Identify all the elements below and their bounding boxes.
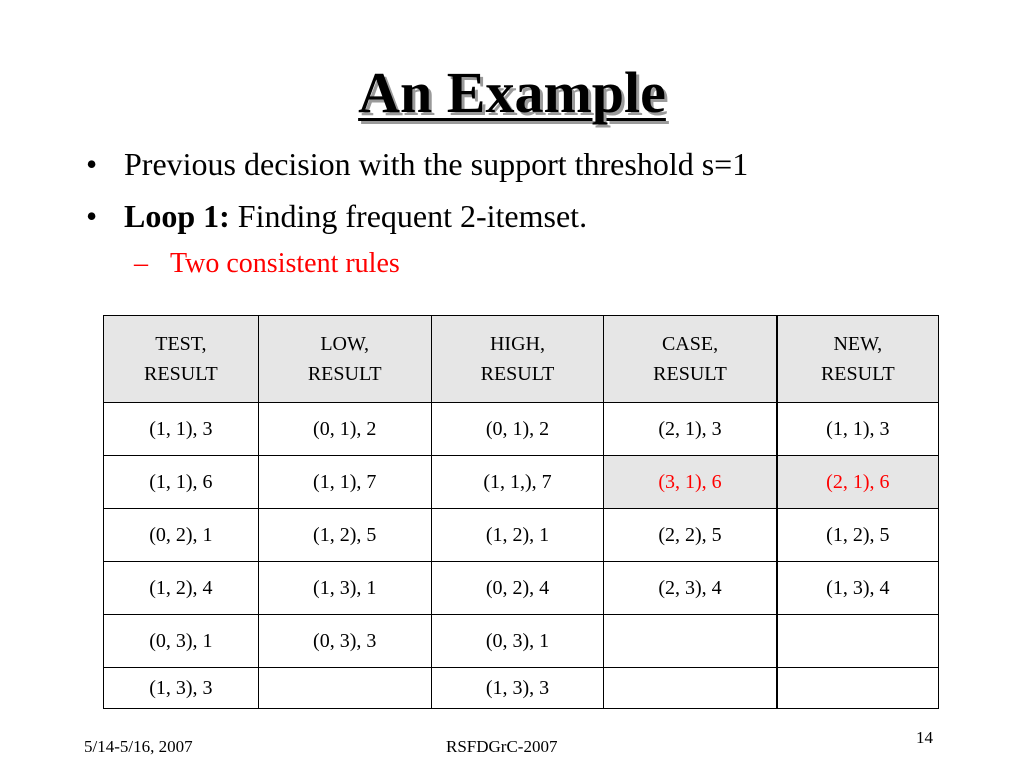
table-cell [604,615,777,668]
sub-bullet-text: Two consistent rules [170,248,400,279]
table-cell: (1, 3), 4 [777,562,939,615]
table-cell: (1, 2), 1 [431,509,604,562]
column-header-new: NEW, RESULT [777,316,939,403]
table-row [104,615,939,668]
bullet-item-loop-1 [86,190,966,242]
bullet-marker: • [86,146,98,182]
table-cell: (0, 1), 2 [431,403,604,456]
slide-title: An Example [358,60,666,125]
table-cell: (1, 1), 3 [104,403,259,456]
slide-page-number: 14 [916,728,933,747]
table-cell: (2, 3), 4 [604,562,777,615]
column-header-high: HIGH, RESULT [431,316,604,403]
table-row [104,668,939,709]
table-cell: (0, 1), 2 [258,403,431,456]
table-cell: (0, 3), 3 [258,615,431,668]
table-cell: (1, 3), 1 [258,562,431,615]
bullet-bold-label: Loop 1: [124,198,230,234]
table-cell: (1, 2), 5 [258,509,431,562]
table-row [104,403,939,456]
table-cell: (1, 3), 3 [104,668,259,709]
column-header-case: CASE, RESULT [604,316,777,403]
bullet-text: Finding frequent 2-itemset. [237,198,588,234]
table-cell: (0, 2), 1 [104,509,259,562]
table-cell: (0, 3), 1 [431,615,604,668]
footer-date: 5/14-5/16, 2007 [84,737,193,756]
bullet-content [124,190,587,242]
sub-bullet-item [86,242,966,286]
table-row [104,562,939,615]
table-cell: (1, 3), 3 [431,668,604,709]
table-cell: (1, 2), 5 [777,509,939,562]
table-row-highlighted [104,456,939,509]
table-cell [604,668,777,709]
consistent-rule-cell-case: (3, 1), 6 [604,456,777,509]
table-cell: (1, 1), 7 [258,456,431,509]
table-row [104,509,939,562]
table-cell: (1, 1), 6 [104,456,259,509]
footer-conference: RSFDGrC-2007 [446,737,558,756]
table-cell [258,668,431,709]
sub-bullet-marker: – [134,248,148,279]
table-cell: (1, 1,), 7 [431,456,604,509]
table-cell: (2, 2), 5 [604,509,777,562]
bullet-list [86,138,966,286]
column-header-test: TEST, RESULT [104,316,259,403]
table-cell: (0, 2), 4 [431,562,604,615]
table-cell: (1, 1), 3 [777,403,939,456]
table-cell: (1, 2), 4 [104,562,259,615]
itemset-table [103,315,939,709]
table-cell [777,668,939,709]
table-cell: (0, 3), 1 [104,615,259,668]
bullet-item-support-threshold [86,138,966,190]
bullet-text: Previous decision with the support threshold s=1 [124,146,749,182]
column-header-low: LOW, RESULT [258,316,431,403]
bullet-marker: • [86,198,98,234]
table-cell [777,615,939,668]
consistent-rule-cell-new: (2, 1), 6 [777,456,939,509]
table-cell: (2, 1), 3 [604,403,777,456]
table-header-row [104,316,939,403]
